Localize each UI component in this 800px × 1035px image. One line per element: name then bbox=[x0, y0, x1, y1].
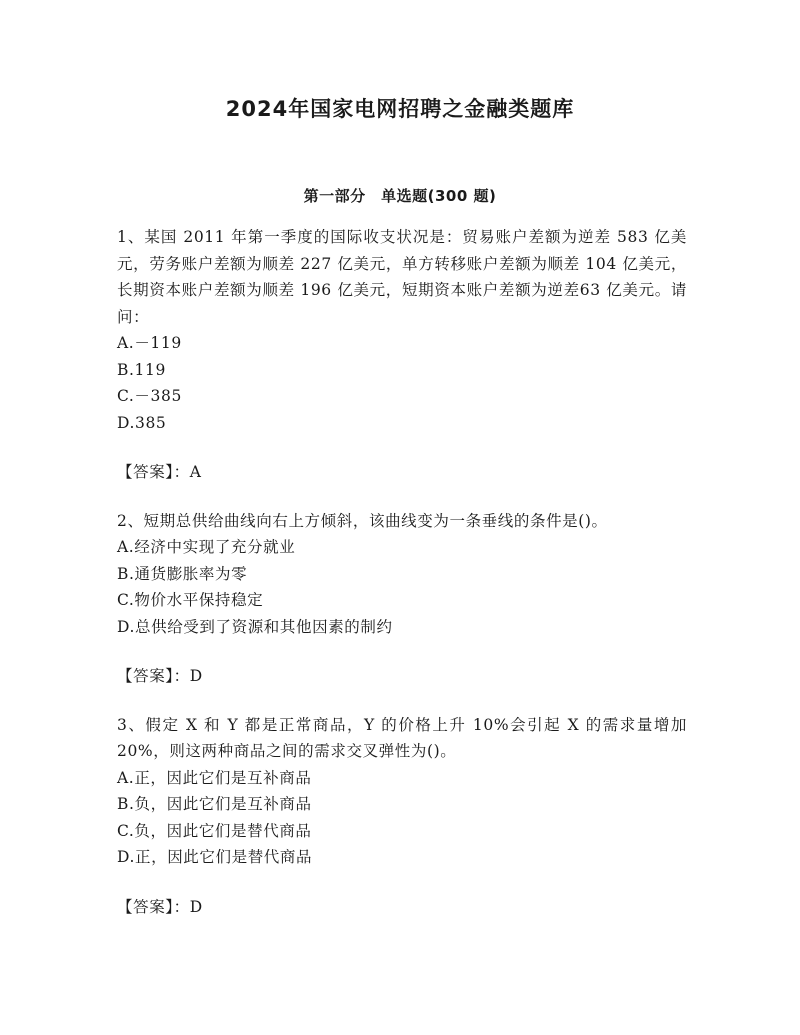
question-stem: 2、短期总供给曲线向右上方倾斜，该曲线变为一条垂线的条件是()。 bbox=[117, 511, 608, 530]
answer-label: 【答案】：D bbox=[117, 897, 203, 916]
option-d: D.总供给受到了资源和其他因素的制约 bbox=[117, 617, 393, 636]
option-d: D.正，因此它们是替代商品 bbox=[117, 848, 313, 866]
option-b: B.通货膨胀率为零 bbox=[117, 564, 248, 583]
option-c: C.负，因此它们是替代商品 bbox=[117, 821, 312, 840]
option-c: C.物价水平保持稳定 bbox=[117, 591, 264, 609]
question-stem: 3、假定 X 和 Y 都是正常商品，Y 的价格上升 10%会引起 X 的需求量增加 20%，则这两种商品之间的需求交叉弹性为()。 bbox=[117, 715, 687, 760]
question-3 bbox=[117, 712, 687, 921]
option-a: A.正，因此它们是互补商品 bbox=[117, 768, 312, 787]
option-d: D.385 bbox=[117, 413, 167, 432]
question-list bbox=[117, 224, 687, 920]
question-stem: 1、某国 2011 年第一季度的国际收支状况是：贸易账户差额为逆差 583 亿美元，劳务账户差额为顺差 227 亿美元，单方转移账户差额为顺差 104 亿美元，长期资本账户差额为顺差 196 亿美元，短期资本账户差额为逆差63 亿美元。请问： bbox=[117, 228, 687, 326]
question-1 bbox=[117, 224, 687, 486]
section-title: 第一部分 单选题(300 题) bbox=[303, 187, 497, 205]
document-title: 2024年国家电网招聘之金融类题库 bbox=[225, 97, 575, 121]
option-c: C.－385 bbox=[117, 387, 182, 405]
answer-label: 【答案】：D bbox=[117, 667, 203, 685]
option-b: B.119 bbox=[117, 360, 166, 379]
option-a: A.－119 bbox=[117, 334, 182, 352]
option-b: B.负，因此它们是互补商品 bbox=[117, 795, 312, 813]
answer-label: 【答案】：A bbox=[117, 463, 202, 481]
option-a: A.经济中实现了充分就业 bbox=[117, 538, 296, 556]
question-2 bbox=[117, 508, 687, 690]
